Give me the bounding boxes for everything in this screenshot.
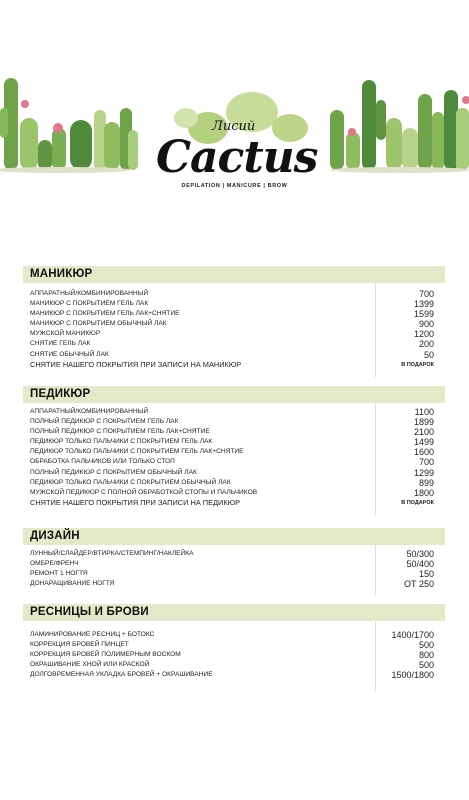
list-item: ЛУННЫЙ/СЛАЙДЕР/ВТИРКА/СТЕМПИНГ/НАКЛЕЙКА 50/300: [30, 549, 434, 559]
header-banner: [0, 0, 469, 200]
list-item: АППАРАТНЫЙ/КОМБИНИРОВАННЫЙ 700: [30, 289, 434, 299]
section-title: РЕСНИЦЫ И БРОВИ: [23, 604, 445, 621]
section-manicure: [23, 266, 445, 370]
section-title: ПЕДИКЮР: [23, 386, 445, 403]
section-title: МАНИКЮР: [23, 266, 445, 283]
cactus-illustration: [0, 0, 469, 200]
list-item: МАНИКЮР С ПОКРЫТИЕМ ГЕЛЬ ЛАК+СНЯТИЕ 1599: [30, 309, 434, 320]
brand-script-word: Лисий: [212, 119, 256, 134]
list-item: ПЕДИКЮР ТОЛЬКО ПАЛЬЧИКИ С ПОКРЫТИЕМ ГЕЛЬ ЛАК+СНЯТИЕ 1600: [30, 447, 434, 458]
list-item: МАНИКЮР С ПОКРЫТИЕМ ОБЫЧНЫЙ ЛАК 900: [30, 319, 434, 330]
list-item: ОКРАШИВАНИЕ ХНОЙ ИЛИ КРАСКОЙ 500: [30, 660, 434, 671]
list-item: ПЕДИКЮР ТОЛЬКО ПАЛЬЧИКИ С ПОКРЫТИЕМ ГЕЛЬ ЛАК 1499: [30, 437, 434, 448]
brand-name: Cactus: [156, 132, 318, 183]
list-item: ПОЛНЫЙ ПЕДИКЮР С ПОКРЫТИЕМ ГЕЛЬ ЛАК 1899: [30, 417, 434, 428]
list-item: МУЖСКОЙ МАНИКЮР 1200: [30, 329, 434, 340]
section-pedicure: [23, 386, 445, 508]
list-item: ПОЛНЫЙ ПЕДИКЮР С ПОКРЫТИЕМ ГЕЛЬ ЛАК+СНЯТИЕ 2100: [30, 427, 434, 438]
brand-tagline: DEPILATION | MANICURE | BROW: [181, 183, 288, 189]
price-list: [23, 545, 445, 589]
column-divider: [375, 621, 376, 691]
list-item: СНЯТИЕ НАШЕГО ПОКРЫТИЯ ПРИ ЗАПИСИ НА ПЕДИКЮР В ПОДАРОК: [30, 497, 434, 507]
list-item: ПОЛНЫЙ ПЕДИКЮР С ПОКРЫТИЕМ ОБЫЧНЫЙ ЛАК 1299: [30, 467, 434, 478]
price-list: [23, 621, 445, 680]
list-item: ОБРАБОТКА ПАЛЬЧИКОВ ИЛИ ТОЛЬКО СТОП 700: [30, 457, 434, 468]
price-list: [23, 403, 445, 508]
list-item: СНЯТИЕ ОБЫЧНЫЙ ЛАК 50: [30, 349, 434, 360]
list-item: АППАРАТНЫЙ/КОМБИНИРОВАННЫЙ 1100: [30, 407, 434, 417]
list-item: ПЕДИКЮР ТОЛЬКО ПАЛЬЧИКИ С ПОКРЫТИЕМ ОБЫЧНЫЙ ЛАК 899: [30, 477, 434, 488]
cactus-left-icon: [0, 78, 138, 173]
column-divider: [375, 283, 376, 377]
list-item: ЛАМИНИРОВАНИЕ РЕСНИЦ + БОТОКС 1400/1700: [30, 630, 434, 640]
list-item: МУЖСКОЙ ПЕДИКЮР С ПОЛНОЙ ОБРАБОТКОЙ СТОПЫ И ПАЛЬЧИКОВ 1800: [30, 487, 434, 498]
list-item: СНЯТИЕ ГЕЛЬ ЛАК 200: [30, 339, 434, 350]
list-item: МАНИКЮР С ПОКРЫТИЕМ ГЕЛЬ ЛАК 1399: [30, 299, 434, 310]
list-item: РЕМОНТ 1 НОГТЯ 150: [30, 569, 434, 580]
column-divider: [375, 545, 376, 595]
list-item: ДОЛГОВРЕМЕННАЯ УКЛАДКА БРОВЕЙ + ОКРАШИВАНИЕ 1500/1800: [30, 670, 434, 681]
list-item: ОМБРЕ/ФРЕНЧ 50/400: [30, 559, 434, 570]
list-item: КОРРЕКЦИЯ БРОВЕЙ ПИНЦЕТ 500: [30, 640, 434, 651]
cactus-right-icon: [330, 80, 469, 173]
price-list: [23, 283, 445, 370]
section-title: ДИЗАЙН: [23, 528, 445, 545]
list-item: ДОНАРАЩИВАНИЕ НОГТЯ ОТ 250: [30, 579, 434, 590]
section-lashes-brows: [23, 604, 445, 680]
list-item: КОРРЕКЦИЯ БРОВЕЙ ПОЛИМЕРНЫМ ВОСКОМ 800: [30, 650, 434, 661]
column-divider: [375, 403, 376, 515]
section-design: [23, 528, 445, 589]
list-item: СНЯТИЕ НАШЕГО ПОКРЫТИЯ ПРИ ЗАПИСИ НА МАНИКЮР В ПОДАРОК: [30, 359, 434, 369]
